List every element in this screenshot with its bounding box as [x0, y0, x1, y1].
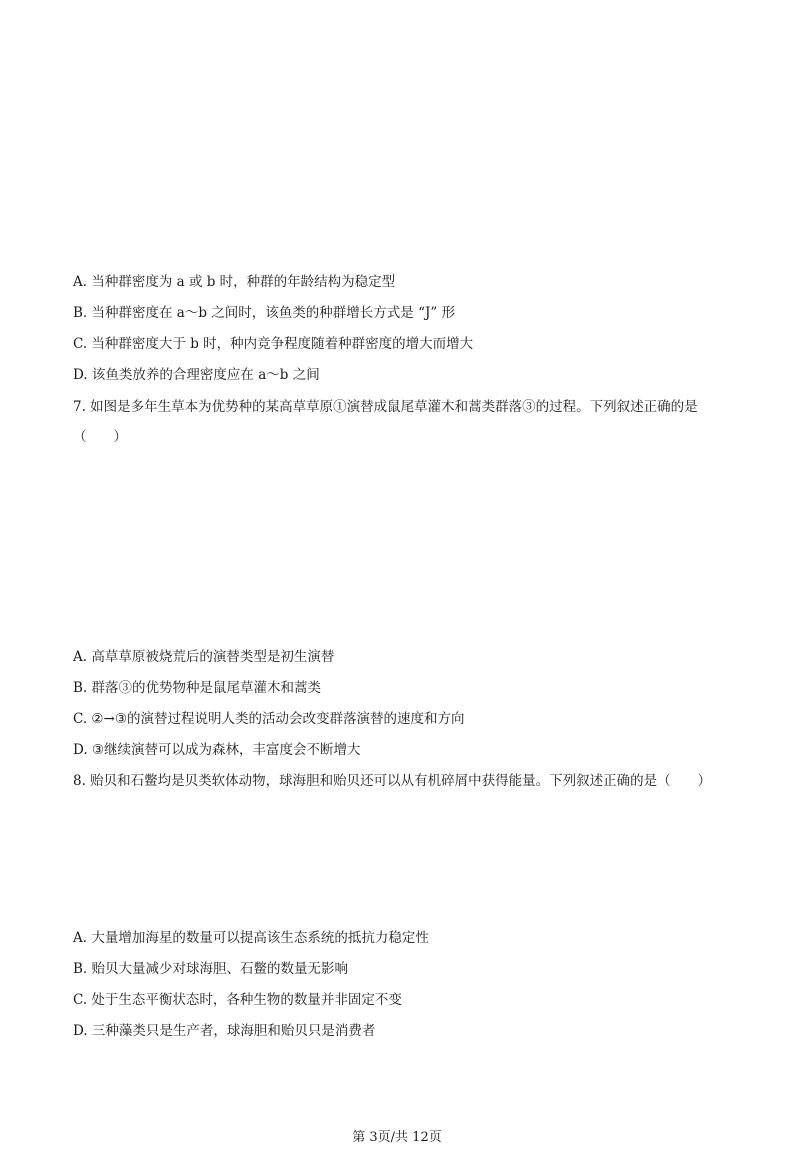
q8-option-d: D. 三种藻类只是生产者，球海胆和贻贝只是消费者 — [73, 1023, 376, 1039]
q6-option-a: A. 当种群密度为 a 或 b 时，种群的年龄结构为稳定型 — [73, 274, 396, 290]
q7-option-b: B. 群落③的优势物种是鼠尾草灌木和蒿类 — [73, 680, 322, 696]
q7-option-a: A. 高草草原被烧荒后的演替类型是初生演替 — [73, 649, 335, 665]
q7-option-c: C. ②→③的演替过程说明人类的活动会改变群落演替的速度和方向 — [73, 711, 465, 727]
q7-stem: 7. 如图是多年生草本为优势种的某高草草原①演替成鼠尾草灌木和蒿类群落③的过程。下列叙述正确的是 — [73, 399, 698, 415]
page-number: 第 3页/共 12页 — [352, 1130, 442, 1145]
q8-stem: 8. 贻贝和石鳖均是贝类软体动物，球海胆和贻贝还可以从有机碎屑中获得能量。下列叙述正确的是（ ） — [73, 773, 712, 789]
q8-option-c: C. 处于生态平衡状态时，各种生物的数量并非固定不变 — [73, 992, 402, 1008]
q6-option-d: D. 该鱼类放养的合理密度应在 a～b 之间 — [73, 367, 320, 383]
q8-option-b: B. 贻贝大量减少对球海胆、石鳖的数量无影响 — [73, 961, 349, 977]
q7-stem-bracket: （ ） — [73, 429, 127, 445]
q7-option-d: D. ③继续演替可以成为森林，丰富度会不断增大 — [73, 742, 361, 758]
q8-option-a: A. 大量增加海星的数量可以提高该生态系统的抵抗力稳定性 — [73, 930, 429, 946]
q6-option-c: C. 当种群密度大于 b 时，种内竞争程度随着种群密度的增大而增大 — [73, 336, 474, 352]
q6-option-b: B. 当种群密度在 a～b 之间时，该鱼类的种群增长方式是 “J” 形 — [73, 305, 456, 321]
